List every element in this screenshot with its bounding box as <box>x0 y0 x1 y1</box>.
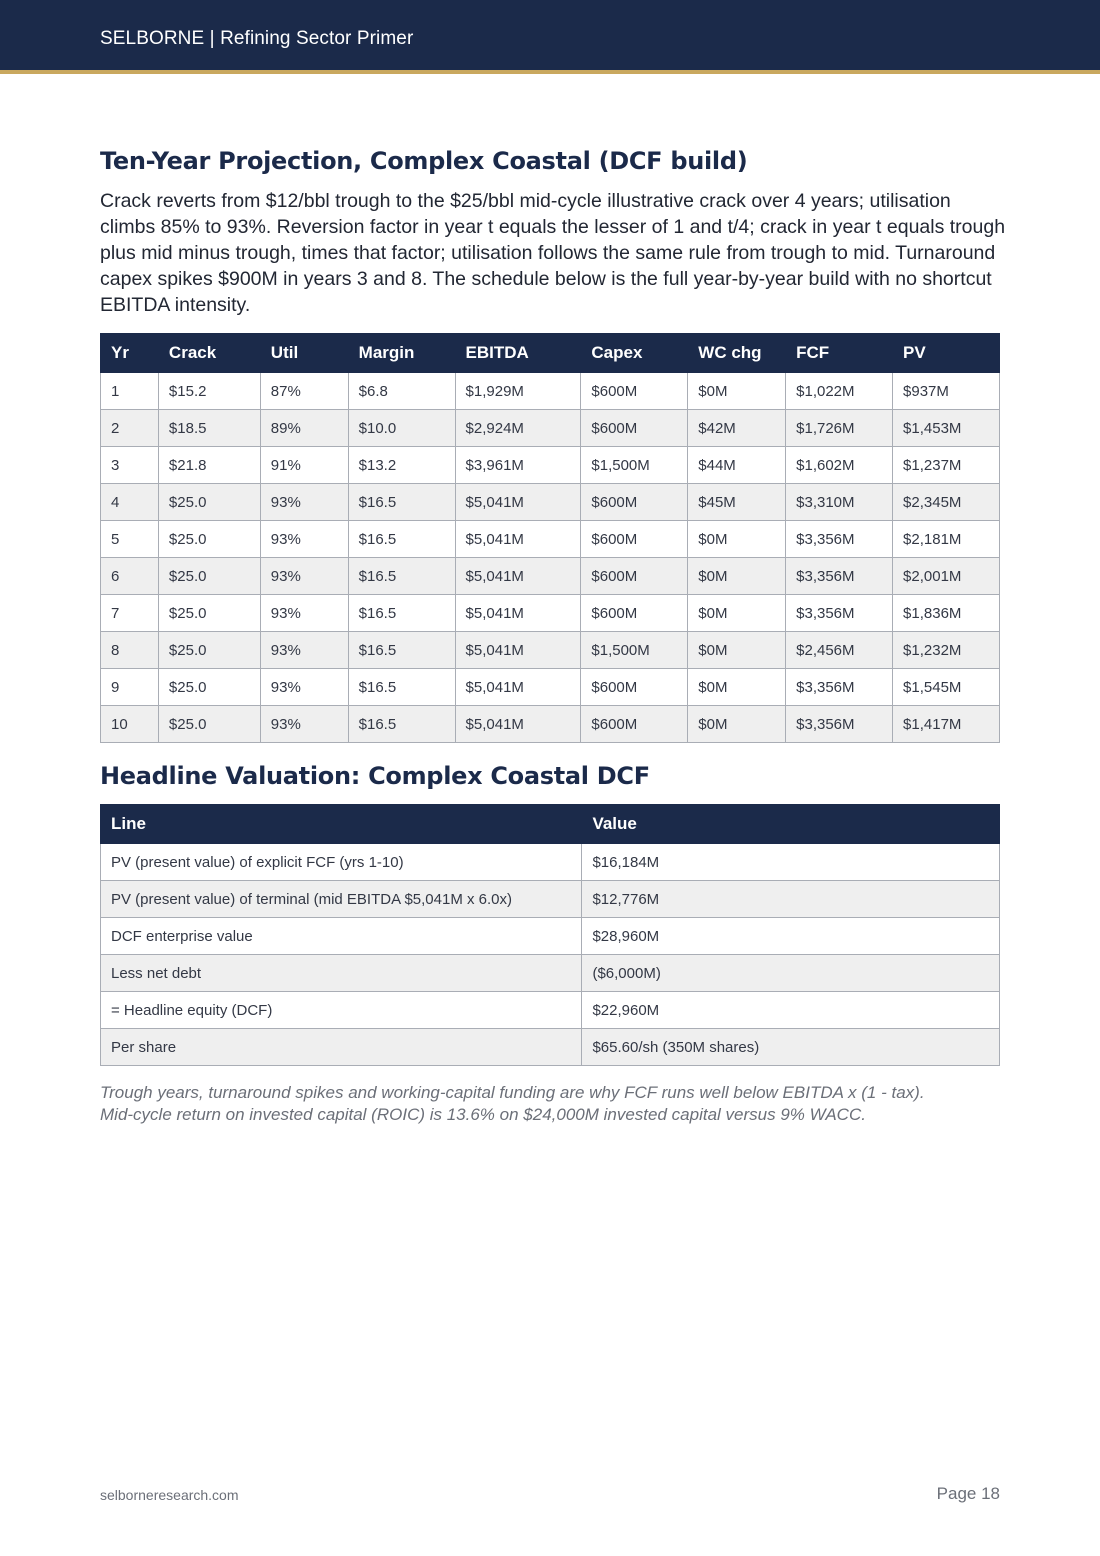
table-cell: $1,836M <box>893 595 1000 632</box>
table-row <box>101 881 1000 918</box>
table-cell: $600M <box>581 706 688 743</box>
table-row <box>101 918 1000 955</box>
table-cell: 93% <box>260 669 348 706</box>
table-cell: $1,500M <box>581 632 688 669</box>
projection-header-row <box>101 334 1000 373</box>
table-cell: $2,181M <box>893 521 1000 558</box>
table-cell: DCF enterprise value <box>101 918 582 955</box>
table-cell: 93% <box>260 706 348 743</box>
table-cell: 9 <box>101 669 159 706</box>
projection-intro: Crack reverts from $12/bbl trough to the $25/bbl mid-cycle illustrative crack over 4 years; utilisation climbs 85% to 93%. Reversion factor in year t equals the lesser of 1 and t/4; crack in year t equals trough plus mid minus trough, times that factor; utilisation follows the same rule from trough to mid. Turnaround capex spikes $900M in years 3 and 8. The schedule below is the full year-by-year build with no shortcut EBITDA intensity. <box>100 190 1006 316</box>
table-cell: $0M <box>688 669 786 706</box>
table-cell: $1,545M <box>893 669 1000 706</box>
table-cell: $25.0 <box>158 632 260 669</box>
table-cell: $5,041M <box>455 484 581 521</box>
table-cell: $16.5 <box>348 706 455 743</box>
table-cell: $5,041M <box>455 669 581 706</box>
table-row <box>101 669 1000 706</box>
valuation-table <box>100 804 1000 1066</box>
valuation-footnote <box>100 1082 1020 1126</box>
header-bar <box>0 0 1100 74</box>
column-header: Yr <box>101 334 159 373</box>
table-cell: $1,453M <box>893 410 1000 447</box>
table-cell: $600M <box>581 521 688 558</box>
table-cell: $2,001M <box>893 558 1000 595</box>
table-cell: $65.60/sh (350M shares) <box>582 1029 1000 1066</box>
table-cell: 1 <box>101 373 159 410</box>
table-row <box>101 484 1000 521</box>
table-cell: 93% <box>260 595 348 632</box>
table-cell: $937M <box>893 373 1000 410</box>
table-cell: $42M <box>688 410 786 447</box>
table-cell: $3,356M <box>786 595 893 632</box>
table-cell: $13.2 <box>348 447 455 484</box>
table-cell: 87% <box>260 373 348 410</box>
table-cell: $3,961M <box>455 447 581 484</box>
table-cell: $25.0 <box>158 706 260 743</box>
table-cell: Less net debt <box>101 955 582 992</box>
footer-url: selborneresearch.com <box>100 1487 239 1503</box>
valuation-header-row <box>101 805 1000 844</box>
table-cell: $1,417M <box>893 706 1000 743</box>
table-cell: 89% <box>260 410 348 447</box>
column-header: FCF <box>786 334 893 373</box>
table-row <box>101 595 1000 632</box>
table-cell: 93% <box>260 558 348 595</box>
table-cell: $16,184M <box>582 844 1000 881</box>
table-cell: 91% <box>260 447 348 484</box>
table-cell: 4 <box>101 484 159 521</box>
page-number: Page 18 <box>936 1484 1000 1503</box>
table-cell: $45M <box>688 484 786 521</box>
table-cell: PV (present value) of terminal (mid EBITDA $5,041M x 6.0x) <box>101 881 582 918</box>
table-cell: $3,356M <box>786 521 893 558</box>
table-row <box>101 521 1000 558</box>
table-cell: $600M <box>581 410 688 447</box>
table-cell: $0M <box>688 373 786 410</box>
table-cell: $15.2 <box>158 373 260 410</box>
table-cell: $1,726M <box>786 410 893 447</box>
table-row <box>101 373 1000 410</box>
table-cell: $6.8 <box>348 373 455 410</box>
table-cell: $0M <box>688 521 786 558</box>
table-cell: ($6,000M) <box>582 955 1000 992</box>
table-cell: $16.5 <box>348 632 455 669</box>
table-cell: $5,041M <box>455 595 581 632</box>
footnote-line: Mid-cycle return on invested capital (ROIC) is 13.6% on $24,000M invested capital versus 9% WACC. <box>100 1105 866 1124</box>
table-cell: $16.5 <box>348 669 455 706</box>
column-header: Margin <box>348 334 455 373</box>
table-cell: $0M <box>688 706 786 743</box>
table-cell: $1,237M <box>893 447 1000 484</box>
table-cell: $600M <box>581 669 688 706</box>
column-header: Capex <box>581 334 688 373</box>
table-cell: $5,041M <box>455 706 581 743</box>
table-row <box>101 558 1000 595</box>
table-cell: $5,041M <box>455 632 581 669</box>
table-cell: $3,356M <box>786 669 893 706</box>
column-header: Crack <box>158 334 260 373</box>
table-cell: $16.5 <box>348 521 455 558</box>
table-cell: 93% <box>260 521 348 558</box>
table-cell: = Headline equity (DCF) <box>101 992 582 1029</box>
column-header: Util <box>260 334 348 373</box>
table-cell: $28,960M <box>582 918 1000 955</box>
table-cell: $600M <box>581 558 688 595</box>
table-cell: $5,041M <box>455 521 581 558</box>
table-cell: $3,356M <box>786 706 893 743</box>
table-cell: 2 <box>101 410 159 447</box>
table-cell: $16.5 <box>348 484 455 521</box>
table-cell: $600M <box>581 373 688 410</box>
table-row <box>101 410 1000 447</box>
table-cell: $16.5 <box>348 558 455 595</box>
column-header: EBITDA <box>455 334 581 373</box>
table-cell: 3 <box>101 447 159 484</box>
table-cell: 7 <box>101 595 159 632</box>
table-row <box>101 706 1000 743</box>
table-cell: $600M <box>581 595 688 632</box>
table-row <box>101 1029 1000 1066</box>
table-cell: 6 <box>101 558 159 595</box>
column-header: Line <box>101 805 582 844</box>
table-row <box>101 844 1000 881</box>
table-row <box>101 447 1000 484</box>
table-cell: $1,602M <box>786 447 893 484</box>
table-cell: $0M <box>688 595 786 632</box>
column-header: WC chg <box>688 334 786 373</box>
table-row <box>101 992 1000 1029</box>
table-cell: $25.0 <box>158 521 260 558</box>
valuation-heading: Headline Valuation: Complex Coastal DCF <box>100 762 650 790</box>
table-cell: $3,310M <box>786 484 893 521</box>
table-cell: $600M <box>581 484 688 521</box>
footnote-line: Trough years, turnaround spikes and working-capital funding are why FCF runs well below EBITDA x (1 - tax). <box>100 1083 925 1102</box>
table-cell: PV (present value) of explicit FCF (yrs 1-10) <box>101 844 582 881</box>
column-header: Value <box>582 805 1000 844</box>
projection-heading: Ten-Year Projection, Complex Coastal (DCF build) <box>100 147 748 175</box>
table-cell: $1,232M <box>893 632 1000 669</box>
table-cell: $0M <box>688 558 786 595</box>
table-cell: $25.0 <box>158 484 260 521</box>
table-cell: $22,960M <box>582 992 1000 1029</box>
table-row <box>101 632 1000 669</box>
table-cell: $25.0 <box>158 669 260 706</box>
table-cell: $1,500M <box>581 447 688 484</box>
header-title: SELBORNE | Refining Sector Primer <box>100 28 414 49</box>
table-cell: 10 <box>101 706 159 743</box>
table-cell: $10.0 <box>348 410 455 447</box>
table-cell: $2,345M <box>893 484 1000 521</box>
table-cell: $5,041M <box>455 558 581 595</box>
table-cell: $2,924M <box>455 410 581 447</box>
table-cell: $18.5 <box>158 410 260 447</box>
table-row <box>101 955 1000 992</box>
table-cell: Per share <box>101 1029 582 1066</box>
projection-table <box>100 333 1000 743</box>
table-cell: 5 <box>101 521 159 558</box>
table-cell: $1,929M <box>455 373 581 410</box>
table-cell: $25.0 <box>158 595 260 632</box>
table-cell: $12,776M <box>582 881 1000 918</box>
table-cell: $2,456M <box>786 632 893 669</box>
table-cell: $21.8 <box>158 447 260 484</box>
column-header: PV <box>893 334 1000 373</box>
table-cell: $3,356M <box>786 558 893 595</box>
table-cell: $16.5 <box>348 595 455 632</box>
table-cell: 93% <box>260 484 348 521</box>
table-cell: $1,022M <box>786 373 893 410</box>
table-cell: $0M <box>688 632 786 669</box>
table-cell: 8 <box>101 632 159 669</box>
table-cell: $25.0 <box>158 558 260 595</box>
table-cell: $44M <box>688 447 786 484</box>
table-cell: 93% <box>260 632 348 669</box>
